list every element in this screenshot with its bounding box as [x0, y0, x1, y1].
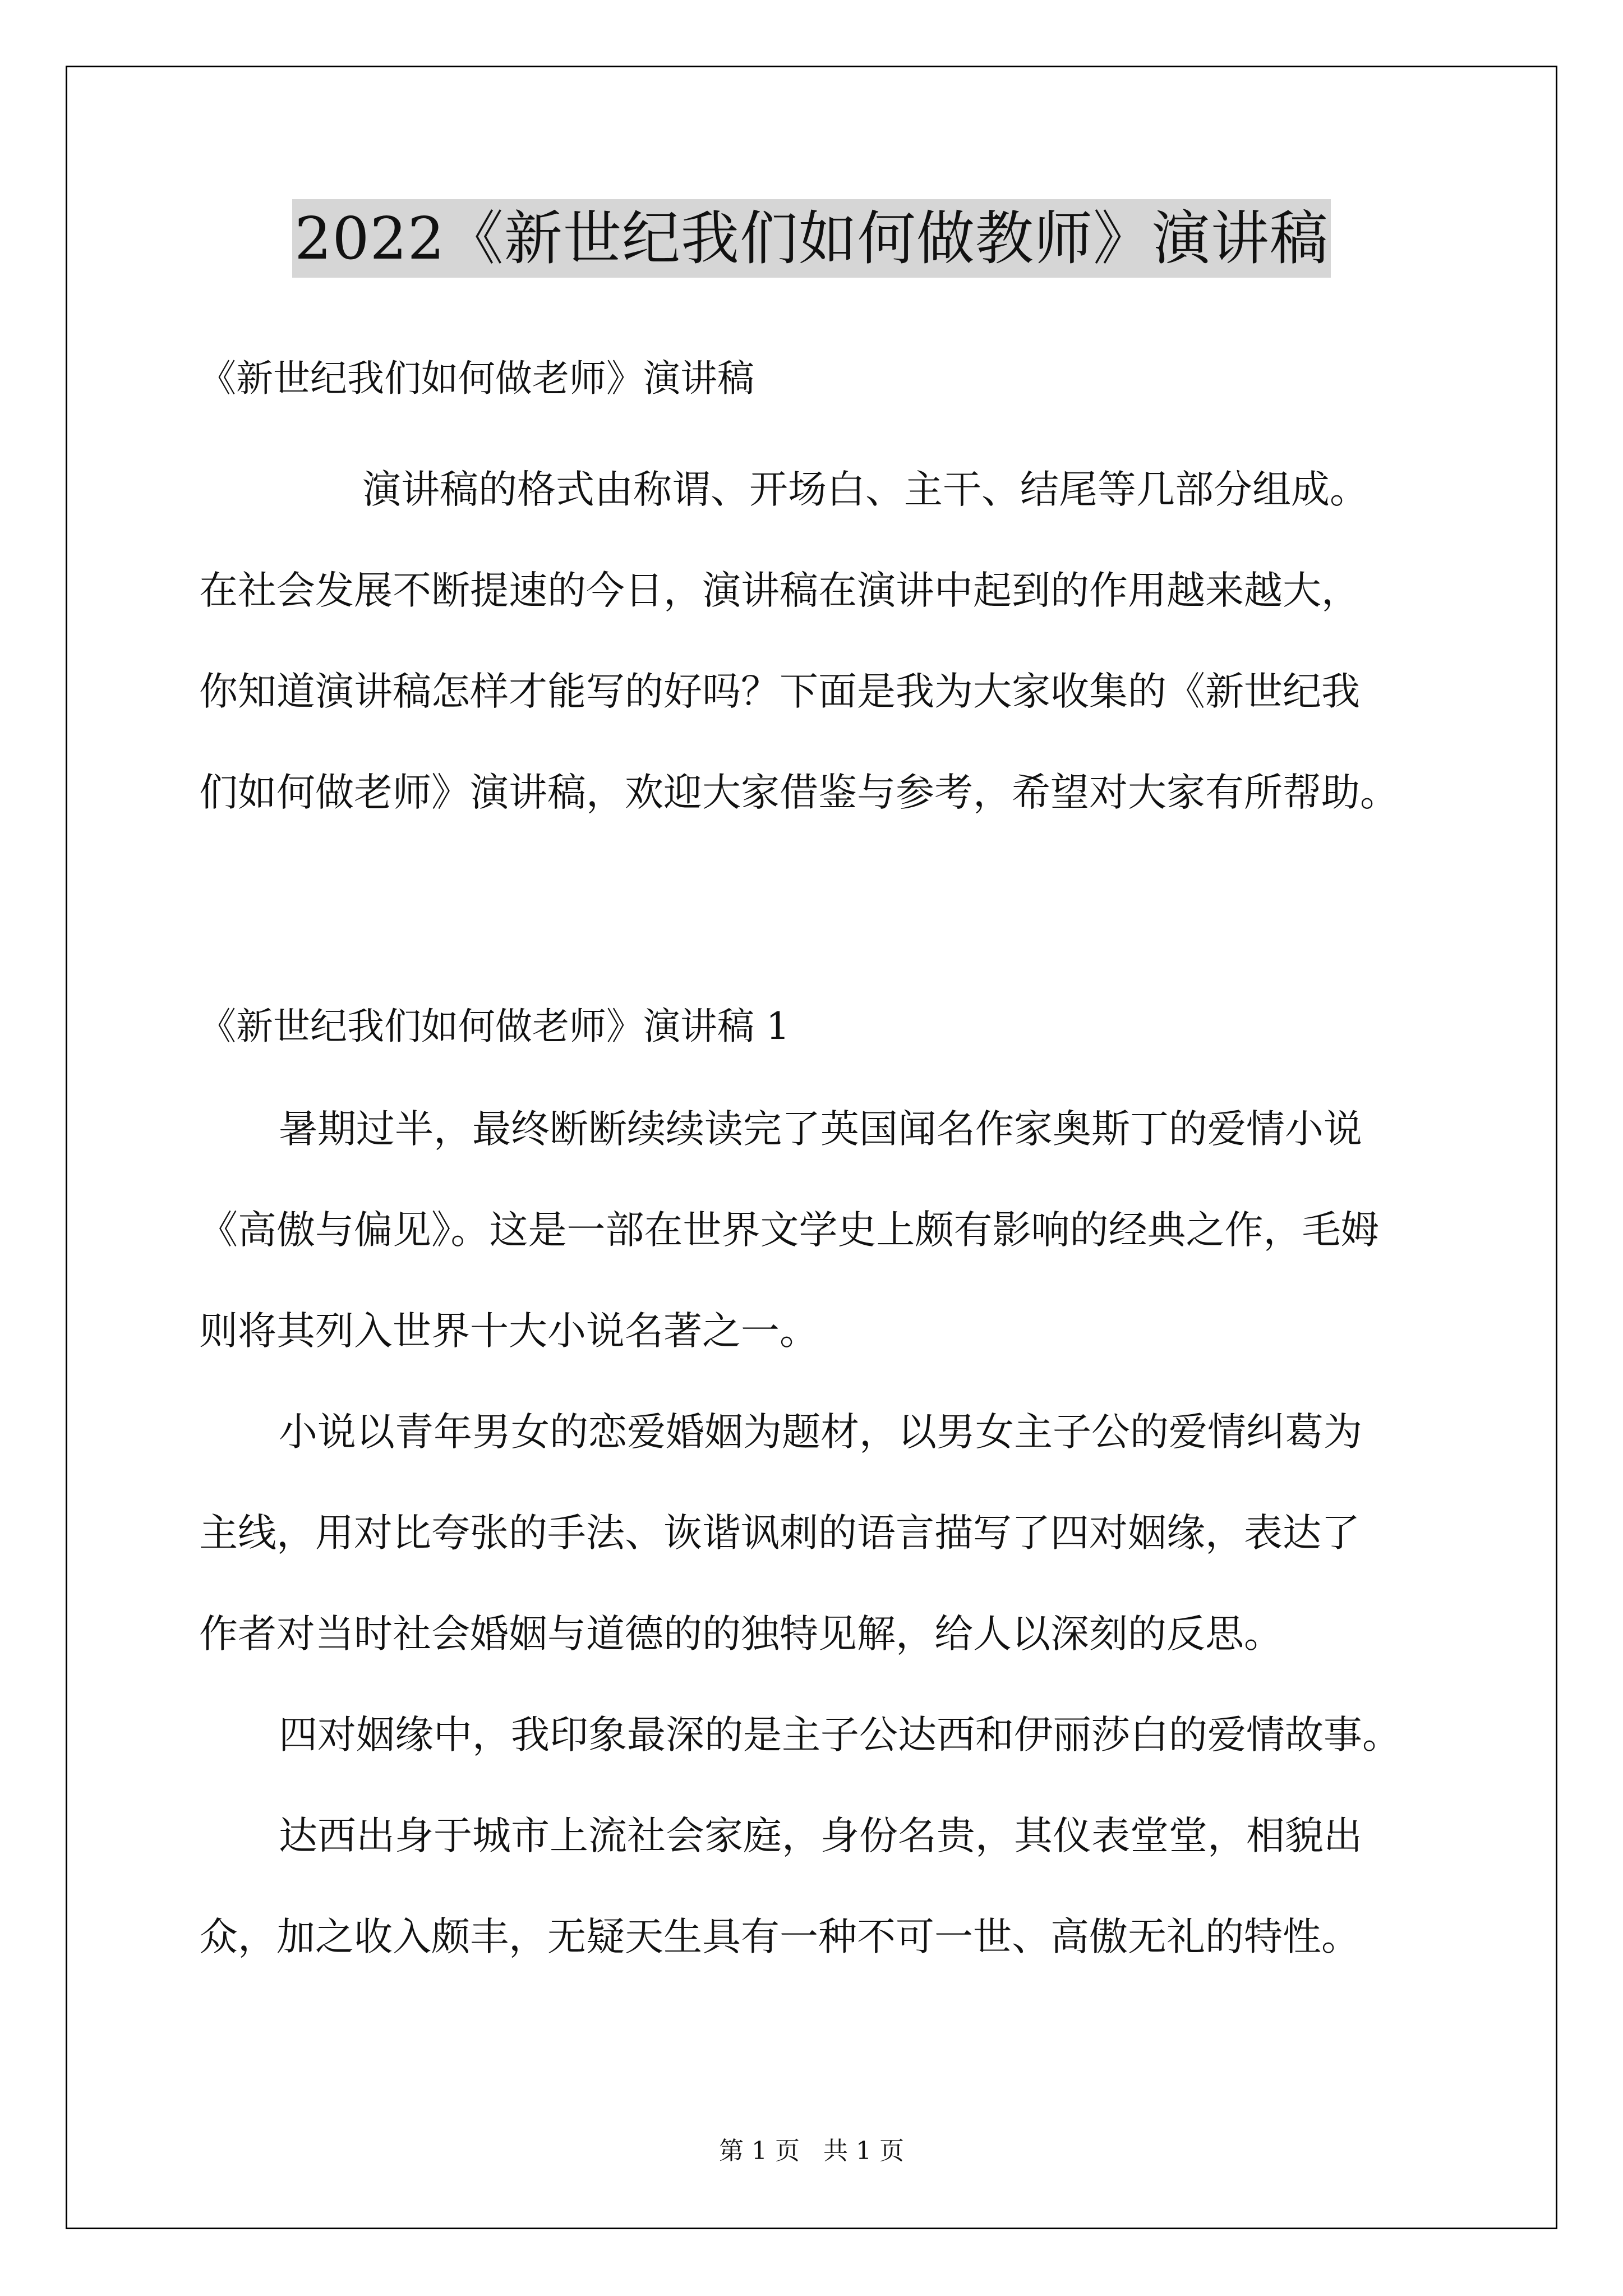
body-line: 则将其列入世界十大小说名著之一。 [199, 1309, 818, 1354]
body-line: 暑期过半，最终断断续续读完了英国闻名作家奥斯丁的爱情小说 [279, 1107, 1362, 1152]
intro-line: 们如何做老师》演讲稿，欢迎大家借鉴与参考，希望对大家有所帮助。 [199, 770, 1399, 815]
intro-line: 你知道演讲稿怎样才能写的好吗？下面是我为大家收集的《新世纪我 [199, 669, 1360, 714]
section-title: 《新世纪我们如何做老师》演讲稿 1 [199, 1005, 790, 1048]
page-number-total: 共 1 页 [823, 2137, 904, 2165]
body-line: 小说以青年男女的恋爱婚姻为题材，以男女主子公的爱情纠葛为 [279, 1410, 1362, 1455]
page-number-current: 第 1 页 [719, 2137, 800, 2165]
body-line: 主线，用对比夸张的手法、诙谐讽刺的语言描写了四对姻缘，表达了 [199, 1511, 1360, 1556]
intro-line: 演讲稿的格式由称谓、开场白、主干、结尾等几部分组成。 [362, 467, 1368, 512]
body-line: 众，加之收入颇丰，无疑天生具有一种不可一世、高傲无礼的特性。 [199, 1915, 1360, 1959]
intro-line: 在社会发展不断提速的今日，演讲稿在演讲中起到的作用越来越大， [199, 568, 1360, 613]
body-line: 作者对当时社会婚姻与道德的的独特见解，给人以深刻的反思。 [199, 1612, 1283, 1657]
title-container [0, 199, 1623, 278]
body-line: 达西出身于城市上流社会家庭，身份名贵，其仪表堂堂，相貌出 [279, 1814, 1362, 1858]
body-line: 四对姻缘中，我印象最深的是主子公达西和伊丽莎白的爱情故事。 [279, 1713, 1401, 1757]
body-line: 《高傲与偏见》。这是一部在世界文学史上颇有影响的经典之作，毛姆 [199, 1208, 1380, 1253]
document-subtitle: 《新世纪我们如何做老师》演讲稿 [199, 357, 754, 400]
page-footer [0, 2134, 1623, 2168]
document-title: 2022《新世纪我们如何做教师》演讲稿 [292, 199, 1331, 278]
